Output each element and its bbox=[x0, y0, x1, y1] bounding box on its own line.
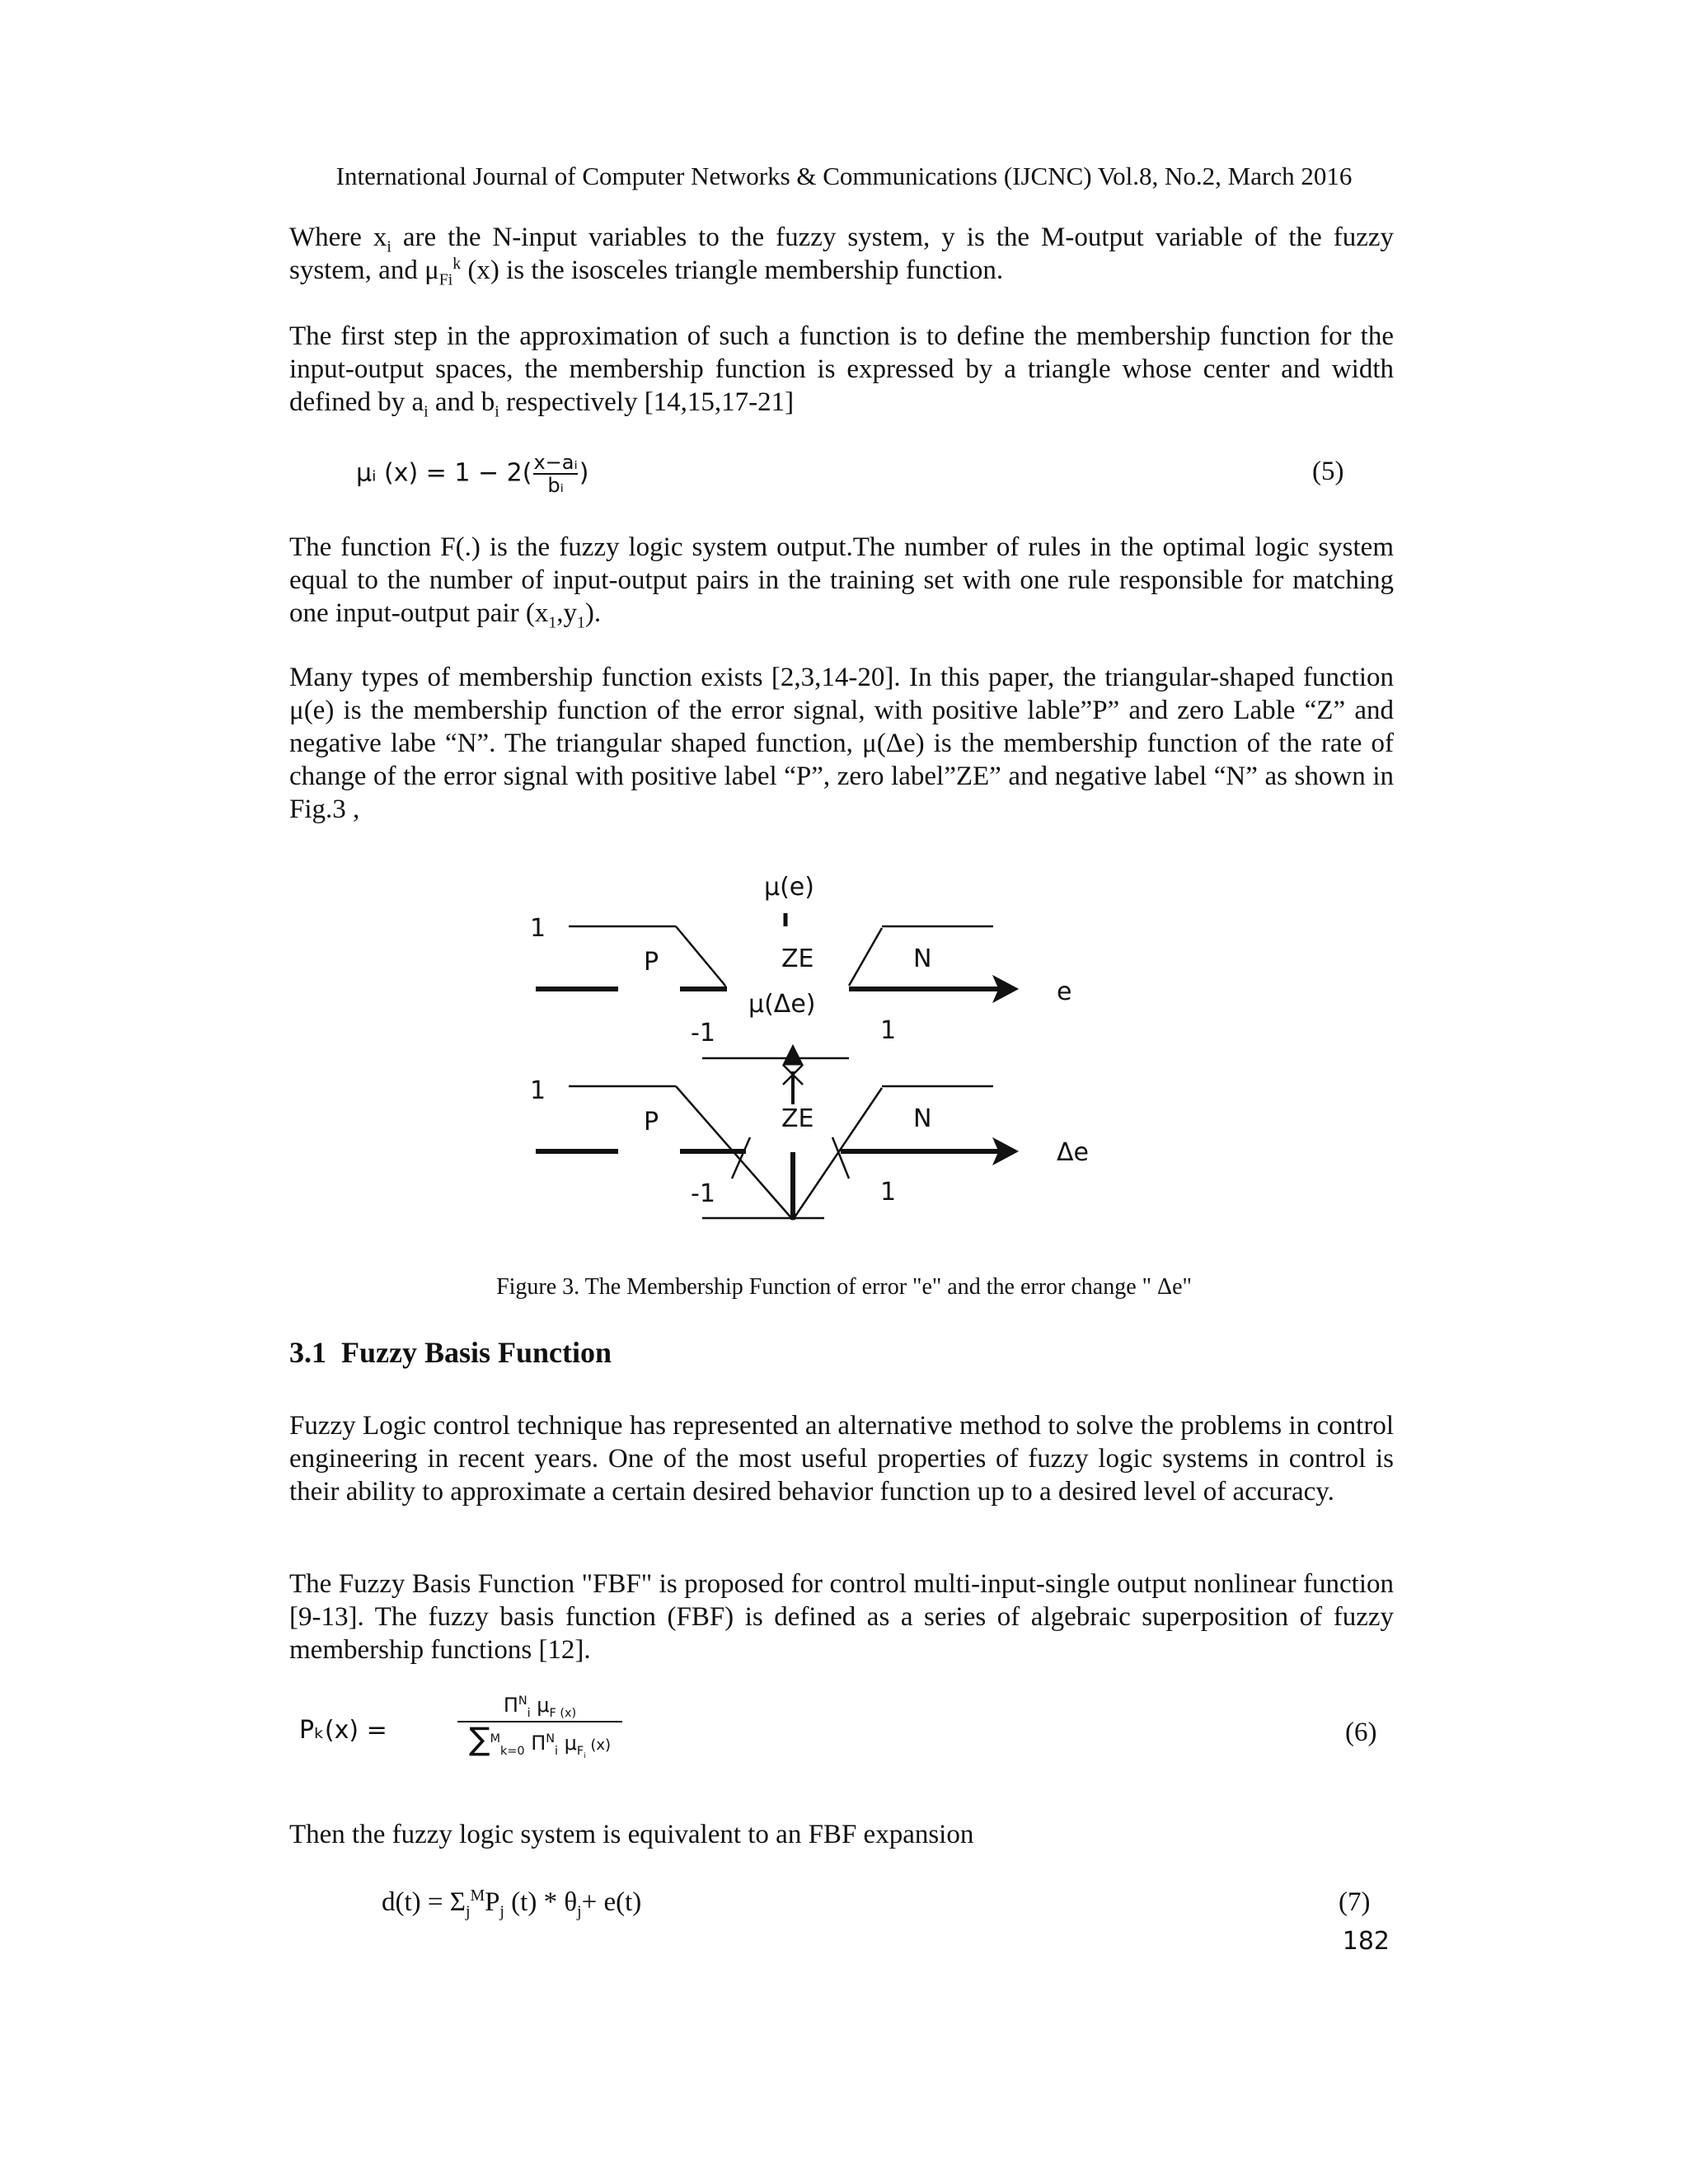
equation-5-number: (5) bbox=[1312, 457, 1344, 486]
equation-6-number: (6) bbox=[1345, 1718, 1377, 1747]
n-slope bbox=[849, 928, 882, 986]
p-bottom-label: P bbox=[644, 1108, 659, 1137]
figure-caption: Figure 3. The Membership Function of error "e" and the error change " Δe" bbox=[496, 1274, 1192, 1300]
paragraph-4: Many types of membership function exists [2,3,14-20]. In this paper, the triangular-shaped function μ(e) is the membership function of the error signal, with positive lable”P” and zero Lable “Z” and negative labe “N”. The triangular shaped function, μ(Δe) is the membership function of the rate of change of the error signal with positive label “P”, zero label”ZE” and negative label “N” as shown in Fig.3 , bbox=[289, 663, 1394, 824]
section-title: Fuzzy Basis Function bbox=[341, 1336, 612, 1369]
equation-6-numerator: $\Pi^N_i$ $\mu_{F (x)}$ bbox=[457, 1691, 622, 1722]
top-membership-plot bbox=[569, 913, 993, 1058]
page-number: 182 bbox=[1342, 1927, 1390, 1956]
paragraph-2: The first step in the approximation of such a function is to define the membership function for the input-output spaces, the membership function is expressed by a triangle whose center and width defined by $a_i$ and $b_i$ respectively [14,15,17-21] bbox=[289, 321, 1394, 421]
left-cross-mark bbox=[732, 1137, 750, 1179]
equation-5: μᵢ (x) = 1 − 2( $\frac{\text{x−aᵢ}}{\text{bᵢ}}$ ) bbox=[356, 451, 589, 497]
p-top-label: P bbox=[644, 948, 659, 977]
equation-7: $d(t) = \Sigma_j^MP_j$ $(t) * \theta_j+ e(t)$ bbox=[382, 1886, 642, 1921]
e-axis-label: e bbox=[1057, 977, 1072, 1006]
paragraph-3: The function F(.) is the fuzzy logic system output.The number of rules in the optimal logic system equal to the number of input-output pairs in the training set with one rule responsible for matching one input-output pair $(x_1,y_1)$. bbox=[289, 532, 1394, 632]
one-top-label: 1 bbox=[530, 914, 546, 943]
equation-6-denominator: ∑$^M_{k=0}$ $\Pi^N_i$ $\mu_{F_i}$ (x) bbox=[468, 1721, 612, 1760]
running-header: International Journal of Computer Networks & Communications (IJCNC) Vol.8, No.2, March 2016 bbox=[335, 162, 1353, 190]
bottom-axis bbox=[536, 1045, 1018, 1220]
section-number: 3.1 bbox=[289, 1336, 326, 1369]
section-heading bbox=[289, 1335, 612, 1370]
ze-top-label: ZE bbox=[781, 944, 814, 973]
ze-bottom-label: ZE bbox=[781, 1104, 814, 1133]
paragraph-7: Then the fuzzy logic system is equivalent to an FBF expansion bbox=[289, 1820, 974, 1849]
equation-6-lhs: Pₖ(x) = bbox=[299, 1716, 387, 1745]
equation-6-fraction bbox=[457, 1691, 622, 1762]
n-top-label: N bbox=[913, 944, 932, 973]
minus1-top-label: -1 bbox=[691, 1019, 715, 1047]
n-bottom-label: N bbox=[913, 1104, 932, 1133]
minus1-bottom-label: -1 bbox=[691, 1179, 715, 1208]
plus1-top-label: 1 bbox=[880, 1016, 897, 1045]
mu-e-label: μ(e) bbox=[764, 873, 814, 902]
p-slope bbox=[676, 926, 725, 986]
one-bottom-label: 1 bbox=[530, 1076, 546, 1105]
equation-7-number: (7) bbox=[1339, 1887, 1371, 1917]
paragraph-1: Where $x_i$ are the N-input variables to the fuzzy system, y is the M-output variable of the fuzzy system, and $\mu_{Fi}^k$ (x) is the isosceles triangle membership function. bbox=[289, 223, 1394, 289]
plus1-bottom-label: 1 bbox=[880, 1178, 897, 1207]
paragraph-5: Fuzzy Logic control technique has represented an alternative method to solve the problems in control engineering in recent years. One of the most useful properties of fuzzy logic systems in control is their ability to approximate a certain desired behavior function up to a desired level of accuracy. bbox=[289, 1411, 1394, 1507]
mu-de-label: μ(Δe) bbox=[748, 990, 816, 1019]
mu-de-arrow bbox=[783, 1045, 803, 1065]
paragraph-6: The Fuzzy Basis Function "FBF" is proposed for control multi-input-single output nonlinear function [9-13]. The fuzzy basis function (FBF) is defined as a series of algebraic superposition of fuzzy membership functions [12]. bbox=[289, 1569, 1394, 1665]
de-axis-label: Δe bbox=[1057, 1138, 1089, 1167]
